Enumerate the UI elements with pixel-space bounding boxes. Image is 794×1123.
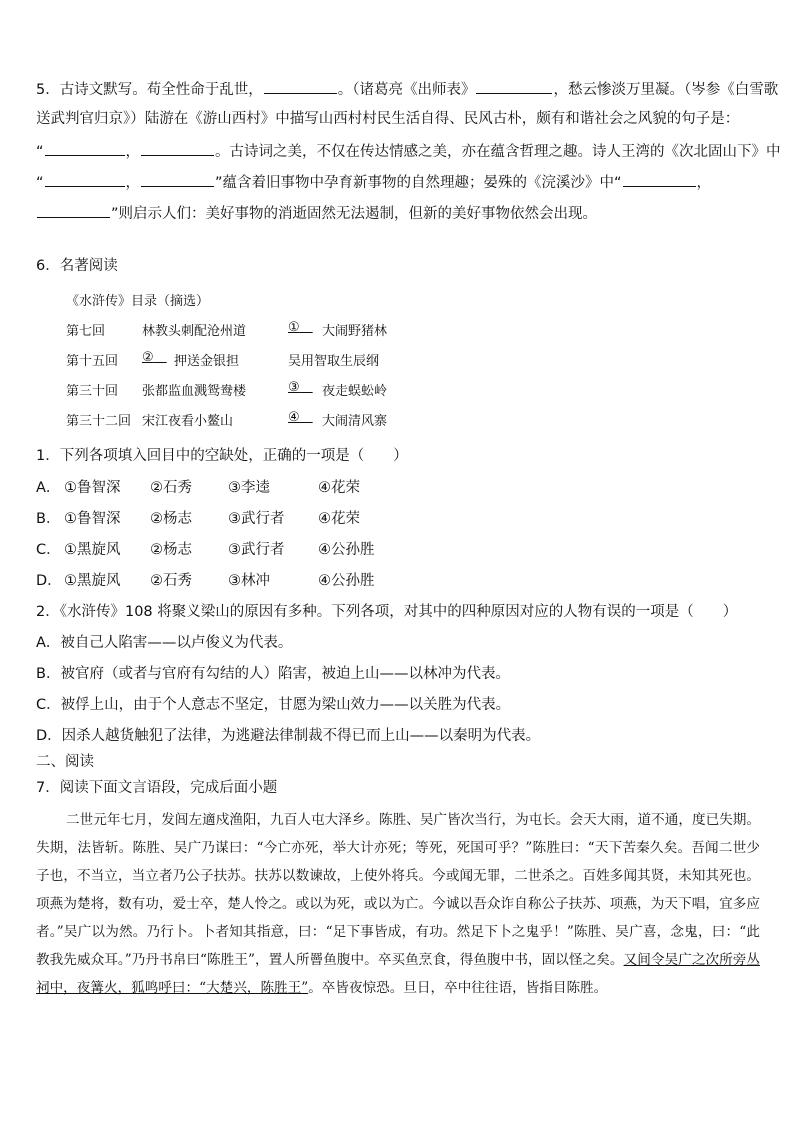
answer-blank[interactable] — [141, 171, 214, 187]
q5-text: 。（诸葛亮《出师表》 — [337, 82, 476, 98]
passage-text: 二世元年七月，发闾左適戍渔阳，九百人屯大泽乡。陈胜、吴广皆次当行，为屯长。会天大雨，道不通，度已失期。失期，法皆斩。陈胜、吴广乃谋曰：“今亡亦死，举大计亦死；等死，死国可乎？”陈胜曰：“天下苦秦久矣。吾闻二世少子也，不当立，当立者乃公子扶苏。扶苏以数谏故，上使外将兵。今或闻无罪，二世杀之。百姓多闻其贤，未知其死也。项燕为楚将，数有功，爱士卒，楚人怜之。或以为死，或以为亡。今诚以吾众诈自称公子扶苏、项燕，为天下唱，宜多应者。”吴广以为然。乃行卜。卜者知其指意，曰：“足下事皆成，有功。然足下卜之鬼乎！”陈胜、吴广喜，念鬼，曰：“此教我先威众耳。”乃丹书帛曰“陈胜王”，置人所罾鱼腹中。卒买鱼烹食，得鱼腹中书，固以怪之矣。 — [36, 812, 760, 968]
q5-text: ”蕴含着旧事物中孕育新事物的自然理趣；晏殊的《浣溪沙》中“ — [215, 175, 622, 191]
toc-blank[interactable]: ② — [142, 350, 154, 365]
answer-blank[interactable] — [141, 140, 214, 156]
toc-blank[interactable]: ③ — [288, 380, 300, 395]
option-c[interactable]: C．被俘上山，由于个人意志不坚定，甘愿为梁山效力——以关胜为代表。 — [36, 697, 511, 713]
answer-blank[interactable] — [45, 140, 125, 156]
answer-blank[interactable] — [476, 78, 552, 94]
answer-blank[interactable] — [623, 171, 696, 187]
toc-chapter-number: 第三十二回 — [66, 414, 132, 429]
toc-row — [66, 410, 486, 440]
toc-left-title: 林教头刺配沧州道 — [142, 324, 247, 339]
option-b[interactable]: B．被官府（或者与官府有勾结的人）陷害，被迫上山——以林冲为代表。 — [36, 666, 510, 682]
toc-excerpt — [66, 290, 486, 440]
option-c[interactable]: C． ①黑旋风 ②杨志 ③武行者 ④公孙胜 — [36, 542, 375, 558]
toc-chapter-number: 第三十回 — [66, 384, 119, 399]
option-a[interactable]: A．被自己人陷害——以卢俊义为代表。 — [36, 635, 293, 651]
toc-right-title: 夜走蜈蚣岭 — [322, 384, 388, 399]
q5-text: 送武判官归京》）陆游在《游山西村》中描写山西村村民生活自得、民风古朴，颇有和谐社会之风貌的句子是： — [36, 111, 740, 127]
option-a[interactable]: A． ①鲁智深 ②石秀 ③李逵 ④花荣 — [36, 480, 360, 496]
toc-row — [66, 350, 486, 380]
section-heading: 二、阅读 — [36, 754, 94, 770]
toc-right-title: 吴用智取生辰纲 — [288, 354, 380, 369]
q5-text: ”则启示人们：美好事物的消逝固然无法遏制，但新的美好事物依然会出现。 — [111, 206, 598, 222]
q5-text: ， — [125, 144, 141, 160]
q5-text: ， — [125, 175, 141, 191]
toc-left-title: 张都监血溅鸳鸯楼 — [142, 384, 247, 399]
q5-text: ，愁云惨淡万里凝。（岑参《白雪歌 — [553, 82, 779, 98]
q7-title: 7．阅读下面文言语段，完成后面小题 — [36, 780, 278, 796]
q6-sub2-stem: 2．《水浒传》108 将聚义梁山的原因有多种。下列各项，对其中的四种原因对应的人物有误的一项是（ ） — [36, 604, 738, 620]
q5-text: “ — [36, 175, 44, 191]
toc-title: 《水浒传》目录（摘选） — [66, 294, 210, 309]
q5-text: 5．古诗文默写。苟全性命于乱世， — [36, 82, 263, 98]
answer-blank[interactable] — [37, 202, 110, 218]
answer-blank[interactable] — [264, 78, 337, 94]
toc-row — [66, 320, 486, 350]
toc-chapter-number: 第七回 — [66, 324, 106, 339]
answer-blank[interactable] — [45, 171, 125, 187]
q6-title: 6．名著阅读 — [36, 258, 118, 274]
classical-passage — [36, 806, 760, 1002]
toc-blank[interactable]: ④ — [288, 410, 300, 425]
toc-right-title: 大闹清风寨 — [322, 414, 388, 429]
option-d[interactable]: D． ①黑旋风 ②石秀 ③林冲 ④公孙胜 — [36, 573, 375, 589]
q5-text: 。古诗词之美，不仅在传达情感之美，亦在蕴含哲理之趣。诗人王湾的《次北固山下》中 — [215, 144, 781, 160]
option-d[interactable]: D．因杀人越货触犯了法律，为逃避法律制裁不得已而上山——以秦明为代表。 — [36, 728, 541, 744]
toc-left-title: 宋江夜看小鳌山 — [142, 414, 234, 429]
toc-blank[interactable]: ① — [288, 320, 300, 335]
toc-chapter-number: 第十五回 — [66, 354, 119, 369]
passage-underlined: 又间令吴广之次所旁丛祠中，夜篝火，狐鸣呼曰：“大楚兴，陈胜王” — [36, 952, 761, 996]
q6-sub1-stem: 1．下列各项填入回目中的空缺处，正确的一项是（ ） — [36, 448, 408, 464]
passage-text: 。卒皆夜惊恐。旦日，卒中往往语，皆指目陈胜。 — [308, 980, 608, 996]
toc-left-title: 押送金银担 — [174, 354, 240, 369]
toc-right-title: 大闹野猪林 — [322, 324, 388, 339]
option-b[interactable]: B． ①鲁智深 ②杨志 ③武行者 ④花荣 — [36, 511, 360, 527]
toc-row — [66, 380, 486, 410]
q5-text: ， — [696, 175, 712, 191]
q5-text: “ — [36, 144, 44, 160]
